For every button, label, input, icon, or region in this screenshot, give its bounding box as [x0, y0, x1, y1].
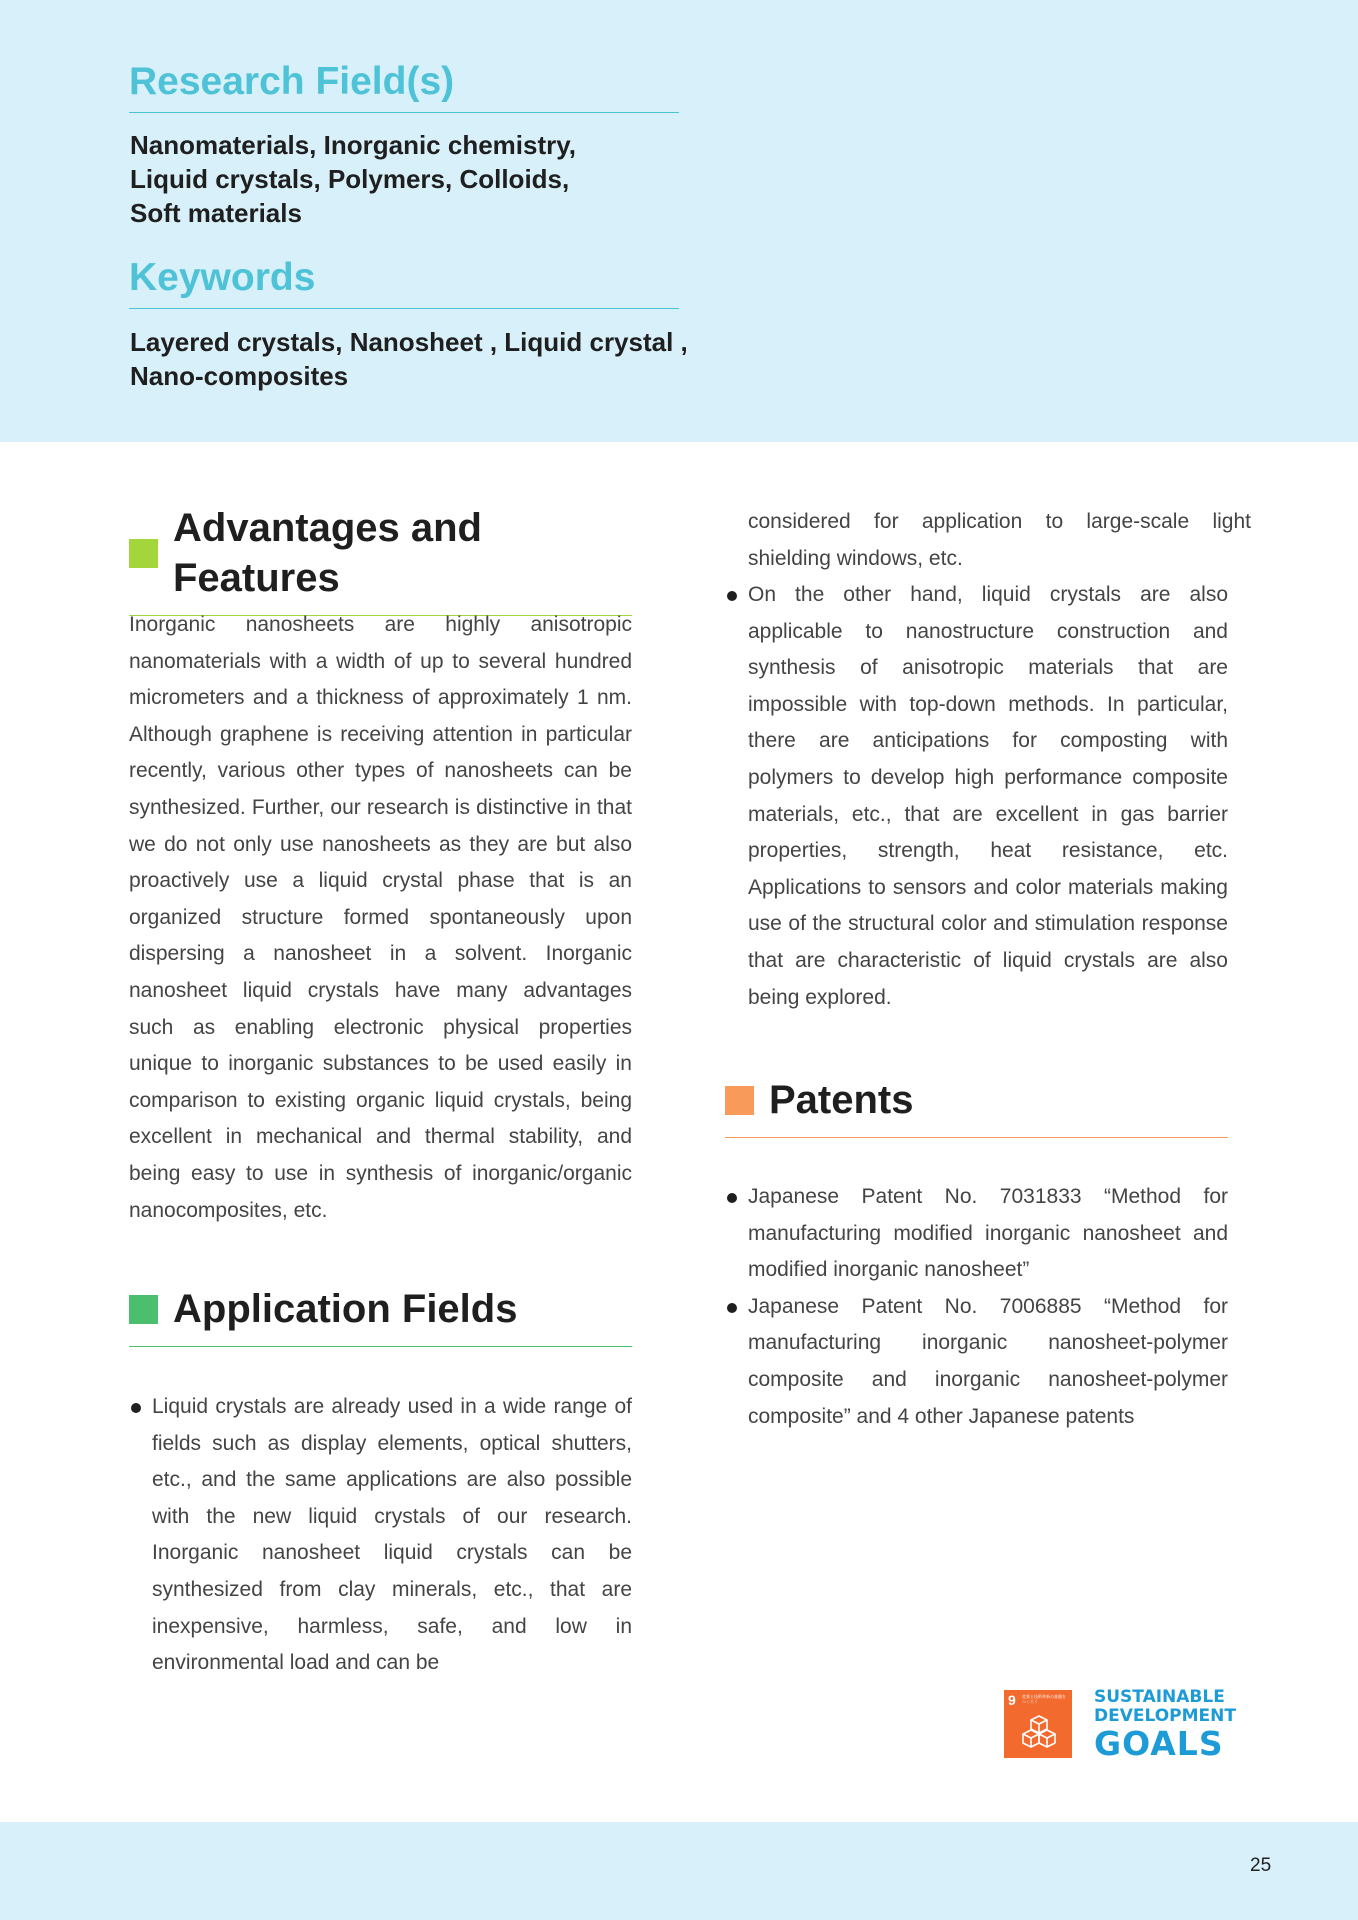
advantages-heading-text: Advantages and Features [173, 506, 482, 600]
research-fields-text [130, 128, 690, 230]
footer-band [0, 1822, 1358, 1920]
sdg-goal-number: 9 [1008, 1692, 1016, 1708]
list-item: Japanese Patent No. 7031833 “Method for manufacturing modified inorganic nanosheet and modified inorganic nanosheet” [725, 1179, 1228, 1289]
application-fields-heading [129, 1284, 632, 1347]
research-field-line: Soft materials [130, 198, 302, 228]
patents-heading [725, 1075, 1228, 1138]
application-fields-continuation: considered for application to large-scale light shielding windows, etc. [748, 510, 1251, 570]
sdg-goal-caption: 産業と技術革新の基盤をつくろう [1022, 1694, 1066, 1704]
cubes-icon [1021, 1714, 1057, 1750]
page-number: 25 [1250, 1855, 1272, 1876]
sdg-logo [1094, 1688, 1234, 1762]
list-item: On the other hand, liquid crystals are also applicable to nanostructure construction and synthesis of anisotropic materials that are impossible with top-down methods. In particular, there are anticipations for composting with polymers to develop high performance composite materials, etc., that are excellent in gas barrier properties, strength, heat resistance, etc. Applications to sensors and color materials making use of the structural color and stimulation response that are characteristic of liquid crystals are also being explored. [725, 577, 1228, 1016]
application-fields-list [129, 1389, 632, 1682]
sdg-logo-line: GOALS [1094, 1724, 1224, 1763]
list-item: Japanese Patent No. 7006885 “Method for manufacturing inorganic nanosheet-polymer composite and inorganic nanosheet-polymer composite” and 4 other Japanese patents [725, 1289, 1228, 1435]
advantages-heading [129, 503, 632, 616]
list-item: Liquid crystals are already used in a wide range of fields such as display elements, optical shutters, etc., and the same applications are also possible with the new liquid crystals of our research. Inorganic nanosheet liquid crystals can be synthesized from clay minerals, etc., that are inexpensive, harmless, safe, and low in environmental load and can be [129, 1389, 632, 1682]
advantages-body: Inorganic nanosheets are highly anisotropic nanomaterials with a width of up to several hundred micrometers and a thickness of approximately 1 nm. Although graphene is receiving attention in particular recently, various other types of nanosheets can be synthesized. Further, our research is distinctive in that we do not only use nanosheets as they are but also proactively use a liquid crystal phase that is an organized structure formed spontaneously upon dispersing a nanosheet in a solvent. Inorganic nanosheet liquid crystals have many advantages such as enabling electronic physical properties unique to inorganic substances to be used easily in comparison to existing organic liquid crystals, being excellent in mechanical and thermal stability, and being easy to use in synthesis of inorganic/organic nanocomposites, etc. [129, 613, 632, 1222]
green-square-icon [129, 539, 158, 568]
sdg-goal-9-icon [1004, 1690, 1072, 1758]
sdg-logo-line: DEVELOPMENT [1094, 1706, 1236, 1726]
keywords-text [130, 325, 690, 393]
green-square-icon [129, 1295, 158, 1324]
application-fields-heading-text: Application Fields [173, 1287, 518, 1331]
research-field-line: Nanomaterials, Inorganic chemistry, [130, 130, 576, 160]
orange-square-icon [725, 1086, 754, 1115]
patents-heading-text: Patents [769, 1078, 914, 1122]
sdg-logo-line: SUSTAINABLE [1094, 1687, 1225, 1707]
patents-list [725, 1179, 1228, 1435]
research-fields-heading: Research Field(s) [129, 58, 679, 113]
keywords-heading: Keywords [129, 254, 679, 309]
research-field-line: Liquid crystals, Polymers, Colloids, [130, 164, 570, 194]
keyword-line: Nano-composites [130, 361, 349, 391]
keyword-line: Layered crystals, Nanosheet , Liquid crystal , [130, 327, 688, 357]
application-fields-list-continued [725, 577, 1228, 1016]
